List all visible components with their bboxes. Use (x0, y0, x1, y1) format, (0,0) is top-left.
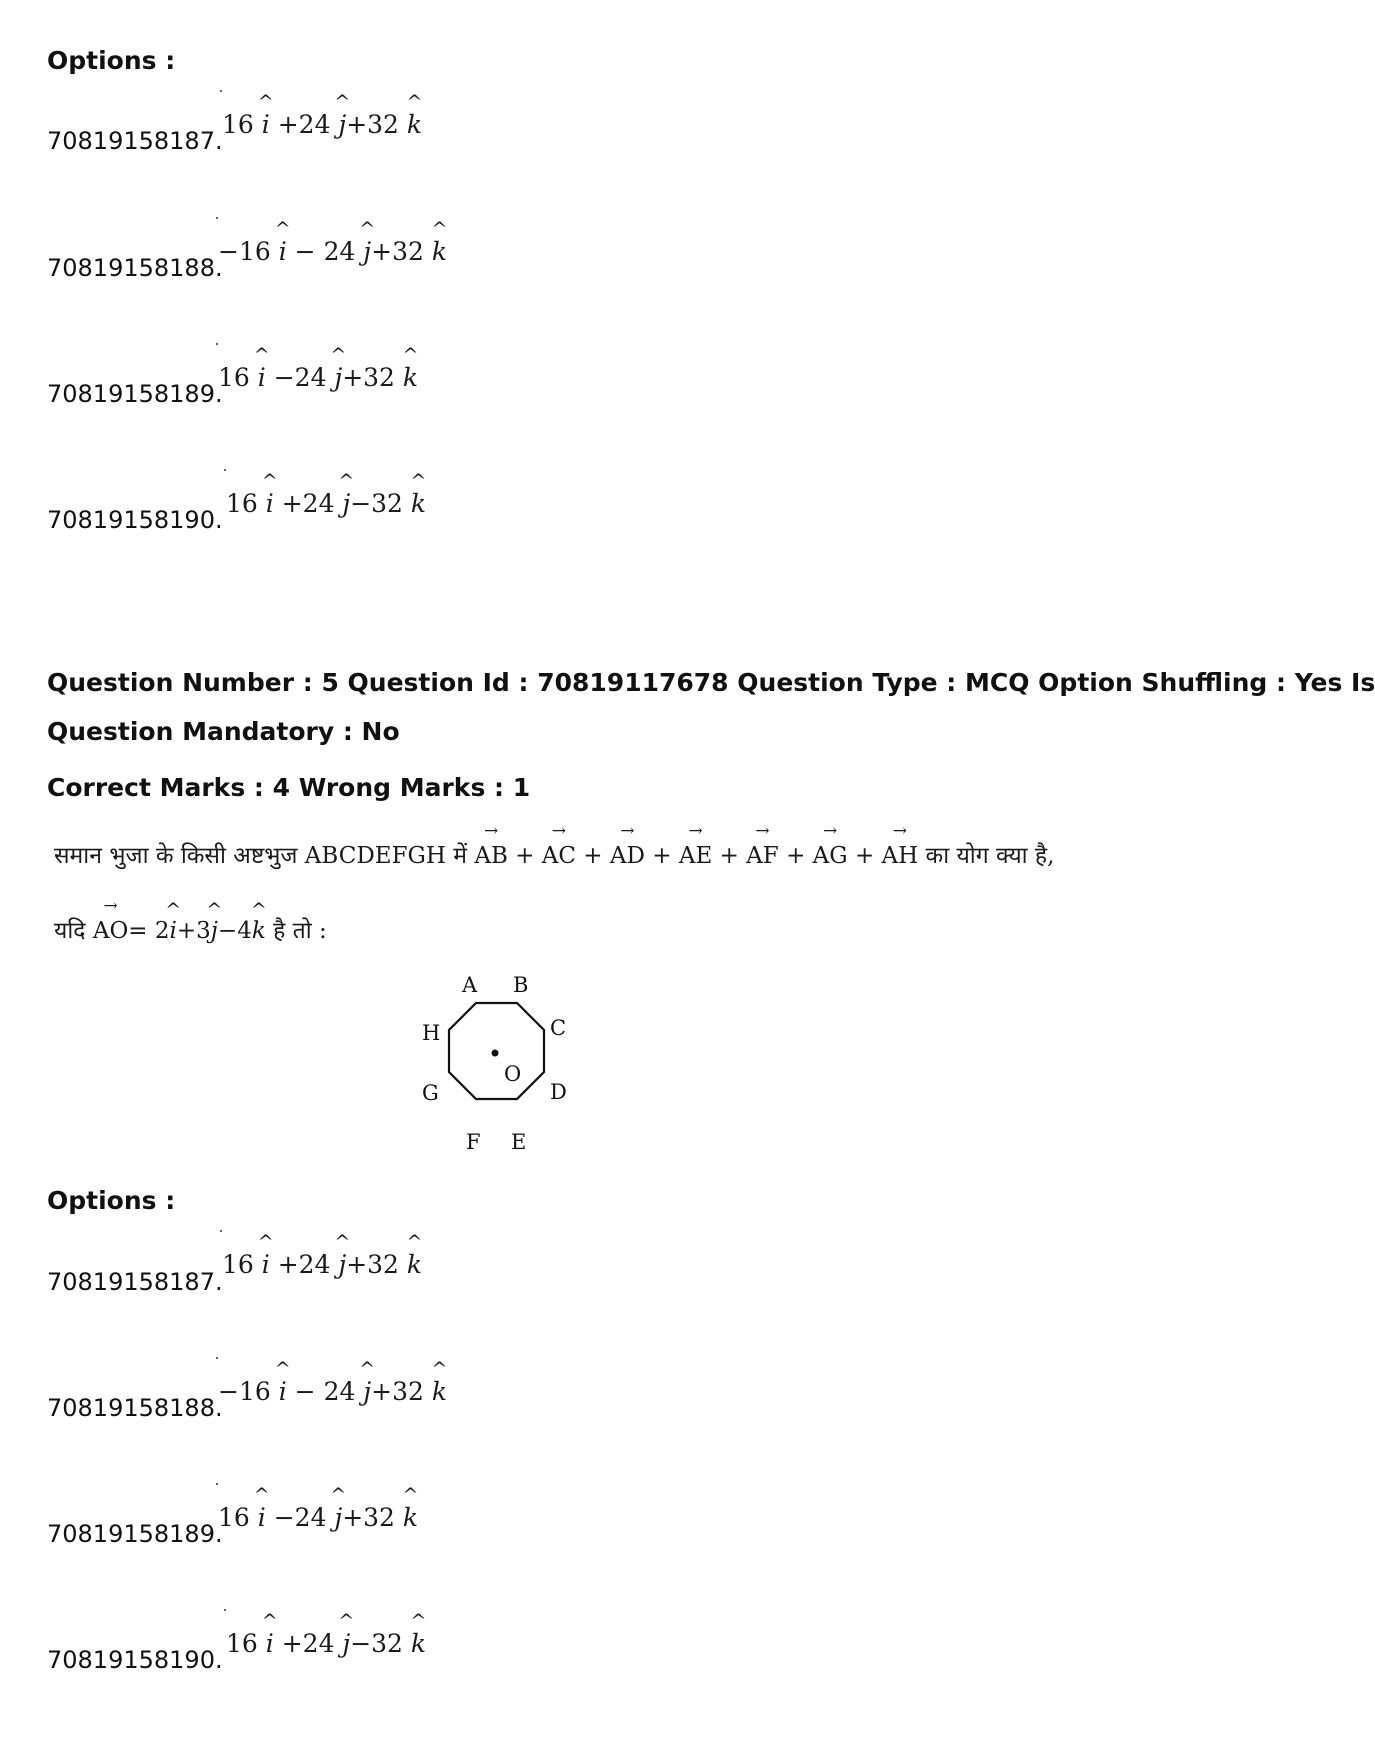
coefficient: 16 (226, 1629, 258, 1658)
dot-mark (216, 1357, 218, 1359)
unit-vector-k: ^ k (407, 110, 422, 139)
unit-vector-i: ^ i (279, 1377, 287, 1406)
sign: − (294, 237, 316, 266)
option-id[interactable]: 70819158187. (47, 1268, 223, 1296)
option-expression[interactable] (226, 1629, 426, 1658)
unit-vector-k: ^ k (411, 1629, 426, 1658)
label-o: O (504, 1062, 522, 1086)
coefficient: 32 (363, 363, 395, 392)
question-condition (54, 913, 327, 945)
option-id[interactable]: 70819158188. (47, 1394, 223, 1422)
dot-mark (216, 1483, 218, 1485)
unit-vector-k: ^ k (403, 1503, 418, 1532)
sign: + (371, 1377, 393, 1406)
vector-ah: → AH (882, 843, 919, 869)
vector-ad: → AD (610, 843, 645, 869)
sign: + (277, 110, 299, 139)
unit-vector-i: ^ i (262, 110, 270, 139)
label-e: E (511, 1130, 527, 1154)
option-expression[interactable] (222, 110, 422, 139)
unit-vector-i: ^ i (170, 918, 177, 944)
unit-vector-k: ^ k (407, 1250, 422, 1279)
label-d: D (550, 1080, 567, 1104)
option-expression[interactable] (218, 237, 447, 266)
unit-vector-k: ^ k (403, 363, 418, 392)
condition-eq: = 2 (128, 918, 170, 944)
dot-mark (224, 469, 226, 471)
sign: − (218, 237, 239, 266)
option-id[interactable]: 70819158190. (47, 1646, 223, 1674)
coefficient: 32 (367, 110, 399, 139)
options-heading-2: Options : (47, 1186, 176, 1215)
sign: − (350, 1629, 372, 1658)
coefficient: 24 (294, 363, 327, 392)
plus: + (583, 843, 603, 869)
sign: + (346, 1250, 368, 1279)
sign: + (346, 110, 368, 139)
coefficient: 32 (363, 1503, 395, 1532)
coefficient: 32 (367, 1250, 399, 1279)
condition-minus: −4 (217, 918, 252, 944)
sign: + (342, 1503, 364, 1532)
question-marks: Correct Marks : 4 Wrong Marks : 1 (47, 773, 531, 802)
unit-vector-i: ^ i (262, 1250, 270, 1279)
plus: + (515, 843, 535, 869)
option-expression[interactable] (226, 489, 426, 518)
question-text-prefix: समान भुजा के किसी अष्टभुज ABCDEFGH में (54, 843, 468, 869)
option-expression[interactable] (218, 363, 418, 392)
condition-prefix: यदि (54, 918, 86, 944)
sign: + (281, 489, 303, 518)
dot-mark (216, 217, 218, 219)
label-a: A (462, 973, 478, 997)
unit-vector-k: ^ k (432, 237, 447, 266)
label-g: G (422, 1081, 439, 1105)
option-expression[interactable] (222, 1250, 422, 1279)
label-b: B (513, 973, 529, 997)
sign: + (281, 1629, 303, 1658)
sign: − (350, 489, 372, 518)
sign: − (273, 1503, 295, 1532)
unit-vector-j: ^ j (363, 237, 371, 266)
label-h: H (422, 1021, 441, 1045)
dot-mark (224, 1609, 226, 1611)
vector-ae: → AE (679, 843, 712, 869)
sign: + (371, 237, 393, 266)
coefficient: 16 (218, 1503, 250, 1532)
unit-vector-j: ^ j (338, 110, 346, 139)
coefficient: 16 (238, 237, 271, 266)
unit-vector-k: ^ k (411, 489, 426, 518)
coefficient: 16 (222, 110, 254, 139)
sign: + (342, 363, 364, 392)
question-text-suffix: का योग क्या है, (925, 843, 1055, 869)
coefficient: 16 (226, 489, 258, 518)
vector-ab: → AB (474, 843, 508, 869)
question-mandatory: Question Mandatory : No (47, 717, 400, 746)
label-f: F (466, 1130, 481, 1154)
option-id[interactable]: 70819158188. (47, 254, 223, 282)
coefficient: 24 (302, 1629, 335, 1658)
vector-ac: → AC (542, 843, 576, 869)
unit-vector-i: ^ i (266, 1629, 274, 1658)
question-text (54, 838, 1054, 870)
vector-ao: → AO (93, 918, 128, 944)
vector-af: → AF (746, 843, 779, 869)
coefficient: 16 (218, 363, 250, 392)
coefficient: 32 (392, 1377, 424, 1406)
sign: − (218, 1377, 239, 1406)
unit-vector-k: ^ k (252, 918, 266, 944)
coefficient: 24 (302, 489, 335, 518)
dot-mark (216, 343, 218, 345)
unit-vector-j: ^ j (211, 918, 218, 944)
unit-vector-i: ^ i (258, 363, 266, 392)
unit-vector-i: ^ i (266, 489, 274, 518)
plus: + (786, 843, 806, 869)
octagon-figure (410, 970, 590, 1160)
option-expression[interactable] (218, 1377, 447, 1406)
vector-ag: → AG (813, 843, 848, 869)
plus: + (854, 843, 875, 869)
coefficient: 24 (323, 1377, 356, 1406)
unit-vector-j: ^ j (363, 1377, 371, 1406)
sign: − (273, 363, 295, 392)
coefficient: 32 (392, 237, 424, 266)
plus: + (652, 843, 672, 869)
unit-vector-j: ^ j (334, 363, 342, 392)
plus: + (719, 843, 739, 869)
dot-mark (220, 90, 222, 92)
unit-vector-j: ^ j (342, 489, 350, 518)
option-id[interactable]: 70819158187. (47, 127, 223, 155)
coefficient: 16 (222, 1250, 254, 1279)
coefficient: 24 (294, 1503, 327, 1532)
coefficient: 32 (371, 489, 403, 518)
sign: − (294, 1377, 316, 1406)
unit-vector-j: ^ j (338, 1250, 346, 1279)
question-header: Question Number : 5 Question Id : 70819117678 Question Type : MCQ Option Shuffling : Yes Is (47, 668, 1375, 697)
unit-vector-i: ^ i (258, 1503, 266, 1532)
option-id[interactable]: 70819158190. (47, 506, 223, 534)
center-point (492, 1050, 499, 1057)
unit-vector-i: ^ i (279, 237, 287, 266)
condition-suffix: है तो : (273, 918, 327, 944)
unit-vector-j: ^ j (342, 1629, 350, 1658)
coefficient: 24 (298, 110, 331, 139)
options-heading-1: Options : (47, 46, 176, 75)
coefficient: 24 (298, 1250, 331, 1279)
coefficient: 24 (323, 237, 356, 266)
coefficient: 16 (238, 1377, 271, 1406)
sign: + (277, 1250, 299, 1279)
option-id[interactable]: 70819158189. (47, 1520, 223, 1548)
label-c: C (550, 1016, 567, 1040)
unit-vector-k: ^ k (432, 1377, 447, 1406)
option-id[interactable]: 70819158189. (47, 380, 223, 408)
dot-mark (220, 1230, 222, 1232)
coefficient: 32 (371, 1629, 403, 1658)
option-expression[interactable] (218, 1503, 418, 1532)
unit-vector-j: ^ j (334, 1503, 342, 1532)
condition-plus: +3 (176, 918, 211, 944)
